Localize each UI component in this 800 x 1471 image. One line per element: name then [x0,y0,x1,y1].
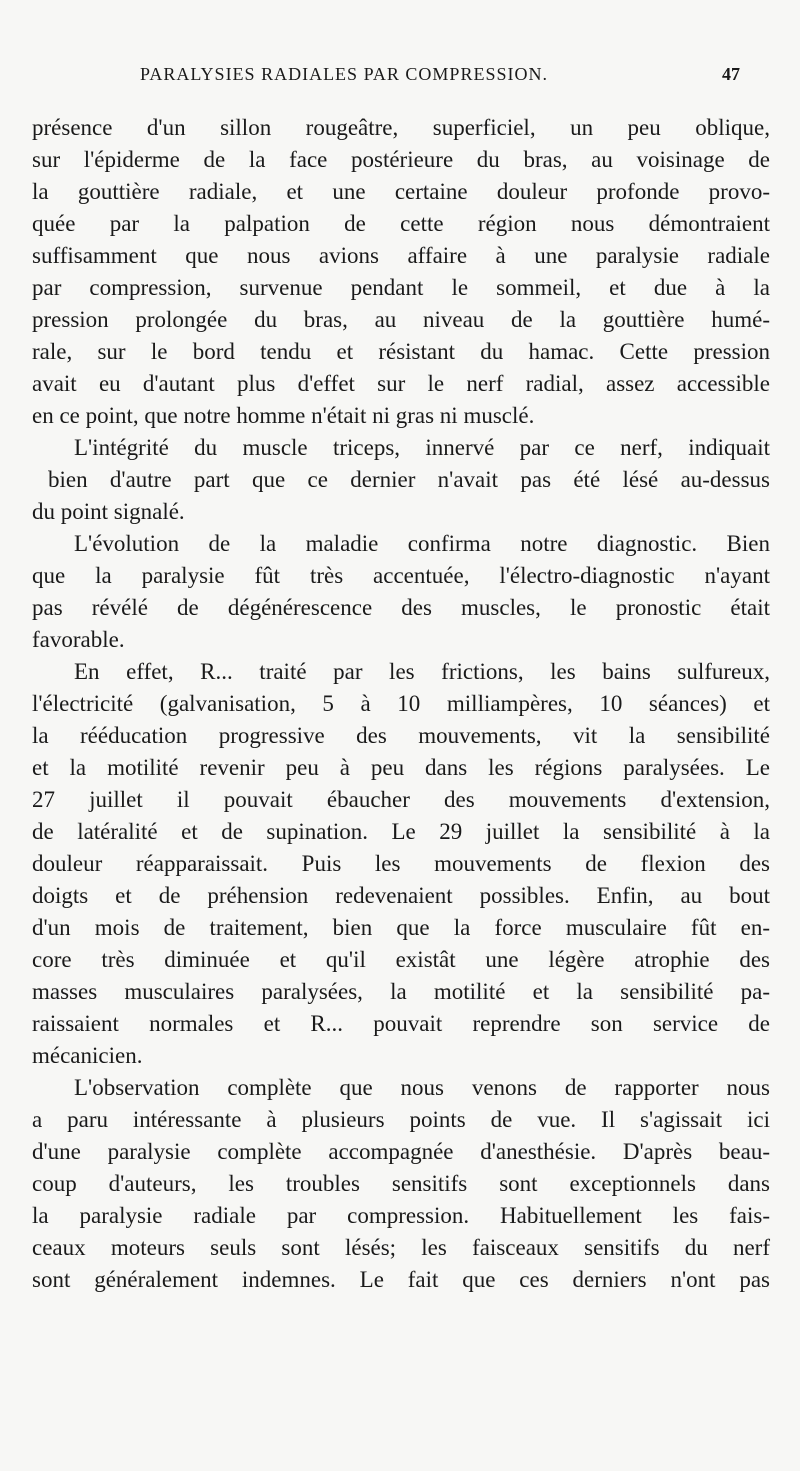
text-line: 27 juillet il pouvait ébaucher des mouvements d'extension, [32,787,770,812]
running-title: PARALYSIES RADIALES PAR COMPRESSION. [140,64,548,84]
body-text [32,112,770,1296]
text-line: en ce point, que notre homme n'était ni gras ni musclé. [32,403,535,428]
text-line: présence d'un sillon rougeâtre, superficiel, un peu oblique, [32,115,770,140]
text-line: mécanicien. [32,1043,143,1068]
text-line: du point signalé. [32,499,185,524]
text-line: suffisamment que nous avions affaire à une paralysie radiale [32,243,770,268]
text-line: L'intégrité du muscle triceps, innervé par ce nerf, indiquait [74,435,770,460]
text-line: rale, sur le bord tendu et résistant du hamac. Cette pression [32,339,770,364]
text-line: pression prolongée du bras, au niveau de la gouttière humé- [32,307,770,332]
text-line: de latéralité et de supination. Le 29 juillet la sensibilité à la [32,819,770,844]
text-line: par compression, survenue pendant le sommeil, et due à la [32,275,770,300]
text-line: quée par la palpation de cette région nous démontraient [32,211,770,236]
text-line: sur l'épiderme de la face postérieure du bras, au voisinage de [32,147,770,172]
text-line: masses musculaires paralysées, la motilité et la sensibilité pa- [32,979,770,1004]
text-line: sont généralement indemnes. Le fait que ces derniers n'ont pas [32,1267,770,1292]
text-line: la gouttière radiale, et une certaine douleur profonde provo- [32,179,770,204]
text-line: core très diminuée et qu'il existât une légère atrophie des [32,947,770,972]
text-line: douleur réapparaissait. Puis les mouvements de flexion des [32,851,770,876]
text-line: favorable. [32,627,125,652]
text-line: doigts et de préhension redevenaient possibles. Enfin, au bout [32,883,770,908]
text-line: L'évolution de la maladie confirma notre diagnostic. Bien [74,531,770,556]
text-line: l'électricité (galvanisation, 5 à 10 milliampères, 10 séances) et [32,691,770,716]
text-line: d'un mois de traitement, bien que la force musculaire fût en- [32,915,770,940]
text-line: d'une paralysie complète accompagnée d'anesthésie. D'après beau- [32,1139,770,1164]
text-line: que la paralysie fût très accentuée, l'électro-diagnostic n'ayant [32,563,770,588]
text-line: la paralysie radiale par compression. Habituellement les fais- [32,1203,770,1228]
text-line: a paru intéressante à plusieurs points de vue. Il s'agissait ici [32,1107,770,1132]
text-line: coup d'auteurs, les troubles sensitifs sont exceptionnels dans [32,1171,770,1196]
page-header [140,64,740,94]
text-line: pas révélé de dégénérescence des muscles, le pronostic était [32,595,770,620]
text-line: L'observation complète que nous venons de rapporter nous [74,1075,770,1100]
page-number: 47 [722,64,740,84]
text-line: En effet, R... traité par les frictions, les bains sulfureux, [74,659,770,684]
text-line: ceaux moteurs seuls sont lésés; les faisceaux sensitifs du nerf [32,1235,770,1260]
text-line: avait eu d'autant plus d'effet sur le nerf radial, assez accessible [32,371,770,396]
text-line: raissaient normales et R... pouvait reprendre son service de [32,1011,770,1036]
text-line: bien d'autre part que ce dernier n'avait pas été lésé au-dessus [48,467,770,492]
text-line: et la motilité revenir peu à peu dans les régions paralysées. Le [32,755,770,780]
text-line: la rééducation progressive des mouvements, vit la sensibilité [32,723,770,748]
